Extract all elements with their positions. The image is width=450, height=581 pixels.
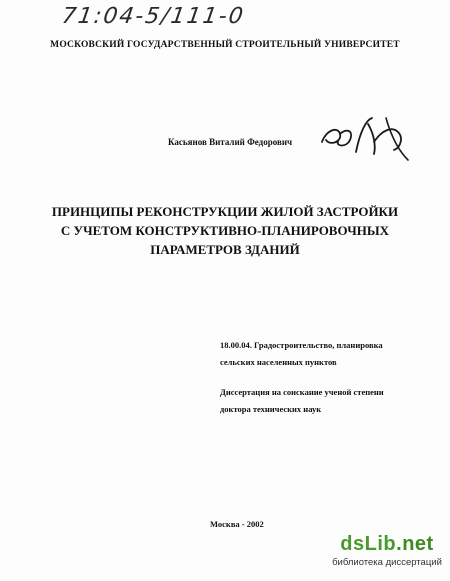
title-line-3: ПАРАМЕТРОВ ЗДАНИЙ: [150, 242, 300, 257]
title-line-1: ПРИНЦИПЫ РЕКОНСТРУКЦИИ ЖИЛОЙ ЗАСТРОЙКИ: [51, 204, 399, 219]
dslib-watermark[interactable]: [332, 532, 442, 568]
handwritten-catalog-code: 71:04-5/111-0: [60, 4, 247, 29]
university-name: МОСКОВСКИЙ ГОСУДАРСТВЕННЫЙ СТРОИТЕЛЬНЫЙ УНИВЕРСИТЕТ: [50, 40, 400, 50]
logo-domain: .net: [396, 533, 434, 555]
city-year: Москва - 2002: [210, 519, 264, 529]
dslib-logo: [332, 532, 442, 556]
title-line-2: С УЧЕТОМ КОНСТРУКТИВНО-ПЛАНИРОВОЧНЫХ: [60, 223, 390, 238]
degree-block: [220, 384, 384, 418]
watermark-subtitle: библиотека диссертаций: [332, 557, 442, 568]
degree-line-1: Диссертация на соискание ученой степени: [220, 387, 384, 397]
specialty-line-1: 18.00.04. Градостроительство, планировка: [220, 340, 383, 350]
handwritten-signature: [316, 112, 416, 164]
degree-line-2: доктора технических наук: [220, 404, 322, 414]
specialty-line-2: сельских населенных пунктов: [220, 357, 337, 367]
dissertation-title: [0, 202, 450, 259]
logo-main: dsLib: [340, 533, 397, 555]
author-name: Касьянов Виталий Федорович: [168, 137, 293, 147]
specialty-block: [220, 337, 383, 371]
